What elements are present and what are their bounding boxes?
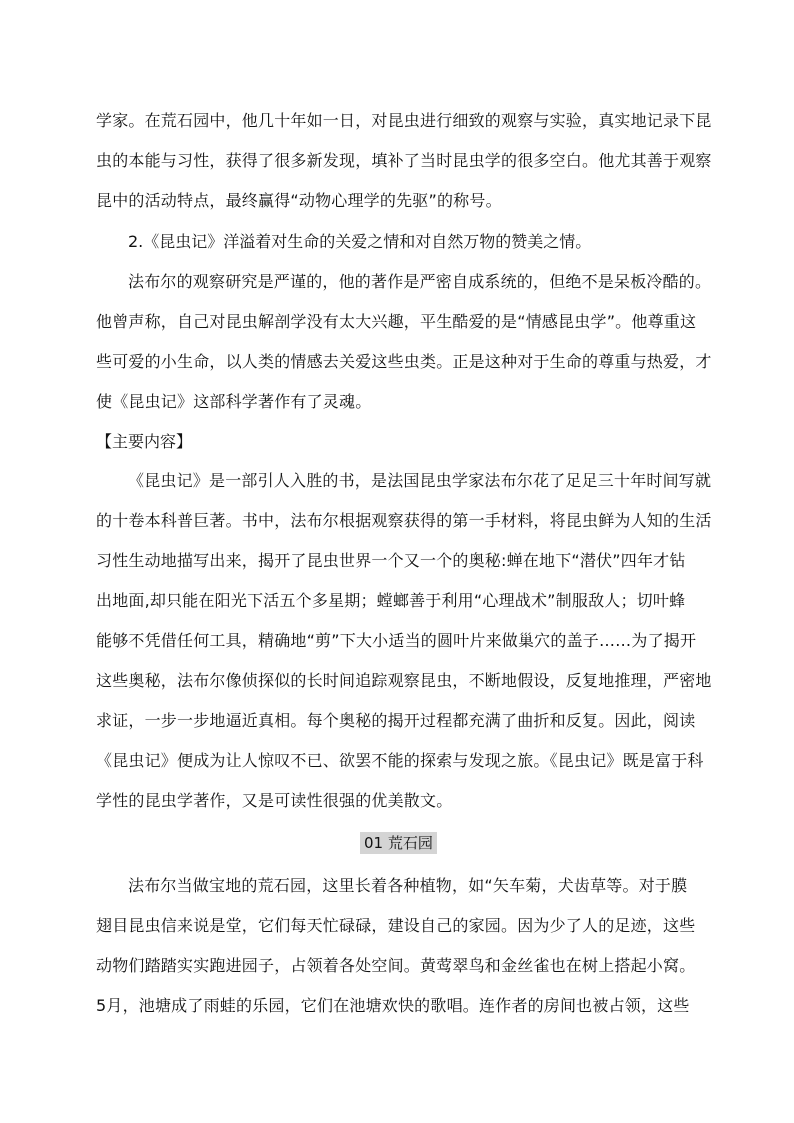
paragraph-line: 学家。在荒石园中，他几十年如一日，对昆虫进行细致的观察与实验，真实地记录下昆 (96, 111, 712, 130)
paragraph-line: 翅目昆虫信来说是堂，它们每天忙碌碌，建设自己的家园。因为少了人的足迹，这些 (96, 916, 696, 935)
main-content-heading: 【主要内容】 (96, 432, 193, 451)
paragraph-line: 他曾声称，自己对昆虫解剖学没有太大兴趣，平生酷爱的是“情感昆虫学”。他尊重这 (96, 312, 697, 331)
paragraph-line: 动物们踏踏实实跑进园子，占领着各处空间。黄莺翠鸟和金丝雀也在树上搭起小窝。 (96, 956, 696, 975)
paragraph-line: 些可爱的小生命，以人类的情感去关爱这些虫类。正是这种对于生命的尊重与热爱，才 (96, 352, 712, 371)
paragraph-line: 能够不凭借任何工具，精确地“剪”下大小适当的圆叶片来做巢穴的盖子……为了揭开 (96, 631, 697, 650)
paragraph-line: 法布尔当做宝地的荒石园，这里长着各种植物，如“矢车菊，犬齿草等。对于膜 (128, 876, 688, 895)
paragraph-line: 的十卷本科普巨著。书中，法布尔根据观察获得的第一手材料，将昆虫鲜为人知的生活 (96, 511, 712, 530)
paragraph-line: 5月，池塘成了雨蛙的乐园，它们在池塘欢快的歌唱。连作者的房间也被占领，这些 (96, 996, 690, 1015)
paragraph-line: 昆中的活动特点，最终赢得“动物心理学的先驱”的称号。 (96, 191, 502, 210)
paragraph-line: 习性生动地描写出来，揭开了昆虫世界一个又一个的奥秘:蝉在地下“潜伏”四年才钻 (96, 551, 686, 570)
paragraph-line: 求证，一步一步地逼近真相。每个奥秘的揭开过程都充满了曲折和反复。因此，阅读 (96, 711, 696, 730)
paragraph-line: 学性的昆虫学著作，又是可读性很强的优美散文。 (96, 791, 453, 810)
paragraph-line: 出地面,却只能在阳光下活五个多星期；螳螂善于利用“心理战术”制服敌人；切叶蜂 (96, 591, 686, 610)
paragraph-line: 法布尔的观察研究是严谨的，他的著作是严密自成系统的，但绝不是呆板冷酷的。 (128, 272, 712, 291)
point-2-heading: 2.《昆虫记》洋溢着对生命的关爱之情和对自然万物的赞美之情。 (128, 232, 592, 251)
paragraph-line: 使《昆虫记》这部科学著作有了灵魂。 (96, 392, 372, 411)
paragraph-line: 这些奥秘，法布尔像侦探似的长时间追踪观察昆虫，不断地假设，反复地推理，严密地 (96, 671, 712, 690)
paragraph-line: 虫的本能与习性，获得了很多新发现，填补了当时昆虫学的很多空白。他尤其善于观察 (96, 151, 712, 170)
section-title: 01 荒石园 (360, 832, 437, 854)
paragraph-line: 《昆虫记》便成为让人惊叹不已、欲罢不能的探索与发现之旅。《昆虫记》既是富于科 (96, 751, 704, 770)
paragraph-line: 《昆虫记》是一部引人入胜的书，是法国昆虫学家法布尔花了足足三十年时间写就 (128, 471, 712, 490)
